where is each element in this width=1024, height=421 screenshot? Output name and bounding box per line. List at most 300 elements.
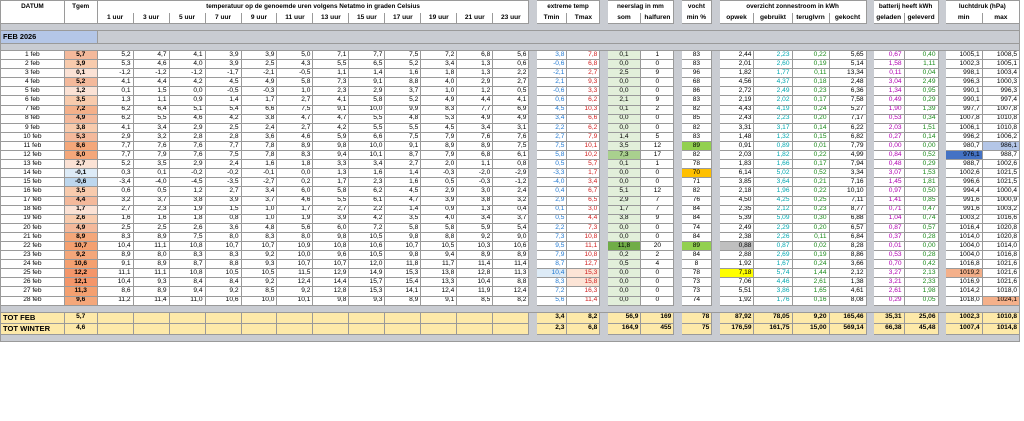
hour-temp-cell[interactable]: 8,9 — [385, 296, 421, 305]
solar-opwek-cell[interactable]: 2,35 — [719, 205, 754, 214]
humidity-cell[interactable]: 84 — [681, 251, 712, 260]
total-rain-sum[interactable]: 164,9 — [607, 323, 641, 334]
hour-temp-cell[interactable]: 5,8 — [313, 187, 349, 196]
battery-geleverd-cell[interactable]: 0,14 — [904, 132, 938, 141]
tgem-cell[interactable]: 12,1 — [64, 278, 97, 287]
pressure-min-cell[interactable]: 1002,3 — [945, 60, 982, 69]
humidity-cell[interactable]: 83 — [681, 51, 712, 60]
rain-halfhours-cell[interactable]: 20 — [641, 241, 674, 250]
total-humidity[interactable]: 78 — [681, 312, 712, 323]
hour-temp-cell[interactable]: 14,4 — [313, 278, 349, 287]
hour-temp-cell[interactable]: 2,7 — [493, 78, 529, 87]
hour-temp-cell[interactable]: 0,3 — [97, 169, 133, 178]
total-pressure-min[interactable]: 1007,4 — [945, 323, 982, 334]
hour-temp-cell[interactable]: 5,3 — [421, 114, 457, 123]
rain-sum-cell[interactable]: 0,0 — [607, 114, 641, 123]
tmin-cell[interactable]: 7,5 — [536, 141, 567, 150]
solar-gekocht-cell[interactable]: 2,48 — [829, 78, 866, 87]
hour-temp-cell[interactable]: 2,2 — [493, 69, 529, 78]
header-solar-gebruikt[interactable]: gebruikt — [754, 13, 792, 24]
hour-temp-cell[interactable]: 8,7 — [169, 260, 205, 269]
solar-gebruikt-cell[interactable]: 2,49 — [754, 87, 792, 96]
solar-gebruikt-cell[interactable]: 1,67 — [754, 260, 792, 269]
hour-temp-cell[interactable]: 8,8 — [493, 278, 529, 287]
hour-temp-cell[interactable]: 6,6 — [349, 132, 385, 141]
tmin-cell[interactable]: 7,2 — [536, 287, 567, 296]
tmax-cell[interactable]: 11,4 — [567, 296, 600, 305]
rain-halfhours-cell[interactable]: 0 — [641, 278, 674, 287]
hour-temp-cell[interactable]: 3,9 — [313, 214, 349, 223]
pressure-max-cell[interactable]: 1010,8 — [982, 114, 1019, 123]
solar-teruglevering-cell[interactable]: 1,65 — [792, 287, 829, 296]
solar-opwek-cell[interactable]: 2,19 — [719, 96, 754, 105]
hour-temp-cell[interactable]: 11,8 — [385, 260, 421, 269]
tmin-cell[interactable]: 7,9 — [536, 251, 567, 260]
hour-temp-cell[interactable]: 2,3 — [313, 87, 349, 96]
hour-temp-cell[interactable]: 5,5 — [313, 60, 349, 69]
hour-temp-cell[interactable]: 1,5 — [205, 205, 241, 214]
hour-temp-cell[interactable]: 4,6 — [277, 196, 313, 205]
hour-temp-cell[interactable]: 1,7 — [277, 205, 313, 214]
hour-temp-cell[interactable]: 4,1 — [313, 96, 349, 105]
hour-temp-cell[interactable]: 8,4 — [205, 278, 241, 287]
solar-opwek-cell[interactable]: 3,85 — [719, 178, 754, 187]
hour-temp-cell[interactable]: 3,8 — [241, 114, 277, 123]
hour-temp-cell[interactable]: -1,2 — [133, 69, 169, 78]
hour-temp-cell[interactable]: 5,9 — [457, 223, 493, 232]
rain-sum-cell[interactable]: 0,0 — [607, 296, 641, 305]
hour-temp-cell[interactable]: 1,4 — [385, 205, 421, 214]
hour-temp-cell[interactable]: 5,8 — [385, 223, 421, 232]
rain-sum-cell[interactable]: 5,1 — [607, 187, 641, 196]
hour-temp-cell[interactable]: 5,4 — [205, 105, 241, 114]
rain-sum-cell[interactable]: 2,1 — [607, 96, 641, 105]
hour-temp-cell[interactable]: 8,8 — [421, 232, 457, 241]
solar-teruglevering-cell[interactable]: 0,21 — [792, 178, 829, 187]
header-hour[interactable]: 5 uur — [169, 13, 205, 24]
hour-temp-cell[interactable]: 7,9 — [421, 132, 457, 141]
tgem-cell[interactable]: 4,9 — [64, 223, 97, 232]
hour-temp-cell[interactable]: 1,3 — [97, 96, 133, 105]
solar-teruglevering-cell[interactable]: 0,17 — [792, 96, 829, 105]
hour-temp-cell[interactable]: 1,6 — [241, 160, 277, 169]
pressure-min-cell[interactable]: 988,7 — [945, 160, 982, 169]
hour-temp-cell[interactable]: 10,4 — [97, 241, 133, 250]
hour-temp-cell[interactable]: 1,1 — [313, 69, 349, 78]
pressure-max-cell[interactable]: 1014,0 — [982, 241, 1019, 250]
hour-temp-cell[interactable]: 2,7 — [385, 160, 421, 169]
hour-temp-cell[interactable]: 11,4 — [457, 260, 493, 269]
date-cell[interactable]: 26 feb — [1, 278, 65, 287]
tmax-cell[interactable]: 6,2 — [567, 123, 600, 132]
hour-temp-cell[interactable]: 5,8 — [421, 223, 457, 232]
hour-temp-cell[interactable]: 10,6 — [349, 241, 385, 250]
pressure-max-cell[interactable]: 1021,6 — [982, 269, 1019, 278]
hour-temp-cell[interactable]: 4,9 — [421, 96, 457, 105]
solar-teruglevering-cell[interactable]: 0,20 — [792, 223, 829, 232]
hour-temp-cell[interactable]: 9,1 — [349, 78, 385, 87]
solar-gekocht-cell[interactable]: 5,27 — [829, 105, 866, 114]
rain-sum-cell[interactable]: 0,0 — [607, 169, 641, 178]
solar-gekocht-cell[interactable]: 3,66 — [829, 260, 866, 269]
pressure-max-cell[interactable]: 1003,4 — [982, 69, 1019, 78]
hour-temp-cell[interactable]: 7,1 — [313, 51, 349, 60]
rain-sum-cell[interactable]: 3,8 — [607, 214, 641, 223]
hour-temp-cell[interactable]: 1,6 — [97, 214, 133, 223]
date-cell[interactable]: 5 feb — [1, 87, 65, 96]
hour-temp-cell[interactable]: 8,9 — [133, 287, 169, 296]
hour-temp-cell[interactable]: 2,7 — [277, 96, 313, 105]
solar-teruglevering-cell[interactable]: 0,15 — [792, 132, 829, 141]
hour-temp-cell[interactable]: -0,2 — [169, 169, 205, 178]
hour-temp-cell[interactable]: 4,4 — [133, 78, 169, 87]
hour-temp-cell[interactable]: 3,9 — [205, 51, 241, 60]
total-tmax[interactable]: 6,8 — [567, 323, 600, 334]
hour-temp-cell[interactable]: 7,5 — [205, 151, 241, 160]
solar-teruglevering-cell[interactable]: 0,22 — [792, 151, 829, 160]
solar-gekocht-cell[interactable]: 6,36 — [829, 87, 866, 96]
tmin-cell[interactable]: 2,1 — [536, 78, 567, 87]
hour-temp-cell[interactable]: 10,5 — [205, 269, 241, 278]
tgem-cell[interactable]: 8,0 — [64, 151, 97, 160]
battery-geleverd-cell[interactable]: 0,74 — [904, 214, 938, 223]
hour-temp-cell[interactable]: -0,5 — [205, 87, 241, 96]
solar-gekocht-cell[interactable]: 8,77 — [829, 205, 866, 214]
total-geleverd[interactable]: 25,06 — [904, 312, 938, 323]
tmin-cell[interactable]: 10,4 — [536, 269, 567, 278]
rain-halfhours-cell[interactable]: 1 — [641, 51, 674, 60]
humidity-cell[interactable]: 68 — [681, 78, 712, 87]
hour-temp-cell[interactable]: 11,9 — [457, 287, 493, 296]
humidity-cell[interactable]: 73 — [681, 278, 712, 287]
battery-geleverd-cell[interactable]: 0,28 — [904, 251, 938, 260]
hour-temp-cell[interactable]: 8,7 — [385, 151, 421, 160]
solar-teruglevering-cell[interactable]: 0,23 — [792, 87, 829, 96]
solar-gebruikt-cell[interactable]: 4,46 — [754, 278, 792, 287]
total-tmax[interactable]: 8,2 — [567, 312, 600, 323]
hour-temp-cell[interactable]: 1,1 — [457, 160, 493, 169]
hour-temp-cell[interactable]: 10,4 — [457, 278, 493, 287]
hour-temp-cell[interactable]: 10,4 — [97, 278, 133, 287]
solar-opwek-cell[interactable]: 3,31 — [719, 123, 754, 132]
hour-temp-cell[interactable]: 9,2 — [241, 251, 277, 260]
rain-halfhours-cell[interactable]: 2 — [641, 251, 674, 260]
solar-opwek-cell[interactable]: 2,01 — [719, 60, 754, 69]
hour-temp-cell[interactable]: 4,5 — [421, 123, 457, 132]
hour-temp-cell[interactable]: 1,7 — [241, 96, 277, 105]
hour-temp-cell[interactable]: -1,2 — [493, 178, 529, 187]
hour-temp-cell[interactable]: 0,0 — [277, 169, 313, 178]
solar-opwek-cell[interactable]: 5,39 — [719, 214, 754, 223]
hour-temp-cell[interactable]: 5,1 — [169, 105, 205, 114]
solar-opwek-cell[interactable]: 2,49 — [719, 223, 754, 232]
battery-geladen-cell[interactable]: 0,48 — [873, 160, 904, 169]
hour-temp-cell[interactable]: 1,0 — [421, 87, 457, 96]
hour-temp-cell[interactable]: 10,5 — [421, 241, 457, 250]
rain-sum-cell[interactable]: 2,9 — [607, 196, 641, 205]
pressure-max-cell[interactable]: 1016,6 — [982, 214, 1019, 223]
tmax-cell[interactable]: 7,8 — [567, 51, 600, 60]
tmax-cell[interactable]: 5,7 — [567, 160, 600, 169]
hour-temp-cell[interactable]: 3,7 — [241, 196, 277, 205]
hour-temp-cell[interactable]: 10,6 — [205, 296, 241, 305]
hour-temp-cell[interactable]: 3,6 — [205, 223, 241, 232]
hour-temp-cell[interactable]: 9,4 — [421, 251, 457, 260]
tmax-cell[interactable]: 10,3 — [567, 105, 600, 114]
header-hour[interactable]: 3 uur — [133, 13, 169, 24]
solar-opwek-cell[interactable]: 2,38 — [719, 232, 754, 241]
hour-temp-cell[interactable]: 1,5 — [133, 87, 169, 96]
humidity-cell[interactable]: 73 — [681, 287, 712, 296]
battery-geleverd-cell[interactable]: 2,13 — [904, 269, 938, 278]
hour-temp-cell[interactable]: 4,7 — [277, 114, 313, 123]
hour-temp-cell[interactable]: 10,7 — [385, 241, 421, 250]
hour-temp-cell[interactable]: 2,7 — [277, 123, 313, 132]
hour-temp-cell[interactable]: 5,6 — [493, 51, 529, 60]
hour-temp-cell[interactable]: 4,8 — [385, 114, 421, 123]
hour-temp-cell[interactable]: 9,3 — [349, 296, 385, 305]
battery-geleverd-cell[interactable]: 0,04 — [904, 69, 938, 78]
solar-teruglevering-cell[interactable]: 0,11 — [792, 232, 829, 241]
tgem-cell[interactable]: 11,3 — [64, 287, 97, 296]
solar-teruglevering-cell[interactable]: 0,24 — [792, 260, 829, 269]
hour-temp-cell[interactable]: 6,6 — [241, 105, 277, 114]
hour-temp-cell[interactable]: 11,5 — [277, 269, 313, 278]
hour-temp-cell[interactable]: 8,3 — [421, 105, 457, 114]
hour-temp-cell[interactable]: 5,2 — [97, 51, 133, 60]
tmin-cell[interactable]: 3,8 — [536, 51, 567, 60]
hour-temp-cell[interactable]: 10,5 — [349, 232, 385, 241]
hour-temp-cell[interactable]: 12,8 — [313, 287, 349, 296]
hour-temp-cell[interactable]: 8,5 — [457, 296, 493, 305]
header-tmax[interactable]: Tmax — [567, 13, 600, 24]
hour-temp-cell[interactable]: 5,5 — [349, 123, 385, 132]
battery-geleverd-cell[interactable]: 0,50 — [904, 187, 938, 196]
hour-temp-cell[interactable]: 2,9 — [457, 78, 493, 87]
tmax-cell[interactable]: 16,3 — [567, 287, 600, 296]
hour-temp-cell[interactable]: 12,4 — [493, 287, 529, 296]
rain-sum-cell[interactable]: 0,0 — [607, 278, 641, 287]
hour-temp-cell[interactable]: -0,3 — [241, 87, 277, 96]
hour-temp-cell[interactable]: 4,1 — [97, 123, 133, 132]
pressure-max-cell[interactable]: 1024,1 — [982, 296, 1019, 305]
hour-temp-cell[interactable]: 1,6 — [385, 69, 421, 78]
solar-opwek-cell[interactable]: 2,18 — [719, 187, 754, 196]
total-tgem[interactable]: 4,6 — [64, 323, 97, 334]
hour-temp-cell[interactable]: 4,1 — [97, 78, 133, 87]
header-hour[interactable]: 15 uur — [349, 13, 385, 24]
pressure-max-cell[interactable]: 1000,3 — [982, 78, 1019, 87]
hour-temp-cell[interactable]: 4,9 — [241, 78, 277, 87]
rain-halfhours-cell[interactable]: 9 — [641, 69, 674, 78]
hour-temp-cell[interactable]: 3,5 — [133, 160, 169, 169]
humidity-cell[interactable]: 74 — [681, 296, 712, 305]
hour-temp-cell[interactable]: 8,0 — [133, 251, 169, 260]
rain-halfhours-cell[interactable]: 9 — [641, 96, 674, 105]
hour-temp-cell[interactable]: 1,4 — [385, 169, 421, 178]
battery-geleverd-cell[interactable]: 1,39 — [904, 105, 938, 114]
tmax-cell[interactable]: 6,2 — [567, 96, 600, 105]
hour-temp-cell[interactable]: 9,1 — [385, 141, 421, 150]
rain-sum-cell[interactable]: 0,0 — [607, 232, 641, 241]
hour-temp-cell[interactable]: 10,3 — [457, 241, 493, 250]
hour-temp-cell[interactable]: 2,9 — [169, 123, 205, 132]
humidity-cell[interactable]: 76 — [681, 196, 712, 205]
hour-temp-cell[interactable]: 3,3 — [313, 160, 349, 169]
header-hour[interactable]: 7 uur — [205, 13, 241, 24]
solar-opwek-cell[interactable]: 7,18 — [719, 269, 754, 278]
solar-opwek-cell[interactable]: 2,44 — [719, 51, 754, 60]
tmin-cell[interactable]: -2,1 — [536, 69, 567, 78]
header-rain-group[interactable]: neerslag in mm — [607, 1, 674, 14]
hour-temp-cell[interactable]: 2,8 — [169, 132, 205, 141]
hour-temp-cell[interactable]: 5,2 — [97, 160, 133, 169]
hour-temp-cell[interactable]: 7,6 — [493, 132, 529, 141]
hour-temp-cell[interactable]: 8,9 — [97, 251, 133, 260]
hour-temp-cell[interactable]: 11,7 — [421, 260, 457, 269]
tmin-cell[interactable]: -0,6 — [536, 60, 567, 69]
humidity-cell[interactable]: 83 — [681, 60, 712, 69]
tgem-cell[interactable]: -0,1 — [64, 169, 97, 178]
battery-geladen-cell[interactable]: 3,27 — [873, 269, 904, 278]
header-hour[interactable]: 11 uur — [277, 13, 313, 24]
solar-teruglevering-cell[interactable]: 2,61 — [792, 278, 829, 287]
hour-temp-cell[interactable]: 4,7 — [313, 114, 349, 123]
header-hour[interactable]: 23 uur — [493, 13, 529, 24]
hour-temp-cell[interactable]: 2,8 — [205, 132, 241, 141]
tmin-cell[interactable]: 7,3 — [536, 232, 567, 241]
hour-temp-cell[interactable]: 7,5 — [385, 51, 421, 60]
hour-temp-cell[interactable]: 8,8 — [205, 260, 241, 269]
solar-teruglevering-cell[interactable]: 0,22 — [792, 51, 829, 60]
tgem-cell[interactable]: 12,2 — [64, 269, 97, 278]
hour-temp-cell[interactable]: 9,2 — [277, 287, 313, 296]
date-cell[interactable]: 28 feb — [1, 296, 65, 305]
hour-temp-cell[interactable]: 1,2 — [457, 87, 493, 96]
hour-temp-cell[interactable]: 9,8 — [385, 251, 421, 260]
hour-temp-cell[interactable]: 4,7 — [133, 51, 169, 60]
hour-temp-cell[interactable]: 1,3 — [457, 69, 493, 78]
pressure-min-cell[interactable]: 976,1 — [945, 151, 982, 160]
hour-temp-cell[interactable]: 2,7 — [313, 205, 349, 214]
solar-gebruikt-cell[interactable]: 2,26 — [754, 232, 792, 241]
date-cell[interactable]: 15 feb — [1, 178, 65, 187]
header-hour[interactable]: 21 uur — [457, 13, 493, 24]
solar-gekocht-cell[interactable]: 7,11 — [829, 196, 866, 205]
hour-temp-cell[interactable]: 10,0 — [349, 105, 385, 114]
pressure-min-cell[interactable]: 994,4 — [945, 187, 982, 196]
solar-gekocht-cell[interactable]: 3,34 — [829, 169, 866, 178]
hour-temp-cell[interactable]: 4,1 — [493, 96, 529, 105]
tmax-cell[interactable]: 11,1 — [567, 241, 600, 250]
hour-temp-cell[interactable]: 9,1 — [421, 296, 457, 305]
battery-geleverd-cell[interactable]: 1,11 — [904, 60, 938, 69]
hour-temp-cell[interactable]: 5,2 — [385, 96, 421, 105]
rain-sum-cell[interactable]: 2,5 — [607, 69, 641, 78]
hour-temp-cell[interactable]: 0,4 — [493, 205, 529, 214]
solar-gekocht-cell[interactable]: 7,94 — [829, 160, 866, 169]
rain-sum-cell[interactable]: 0,0 — [607, 223, 641, 232]
humidity-cell[interactable]: 89 — [681, 241, 712, 250]
tgem-cell[interactable]: 7,2 — [64, 105, 97, 114]
hour-temp-cell[interactable]: 3,7 — [385, 87, 421, 96]
rain-sum-cell[interactable]: 0,0 — [607, 123, 641, 132]
date-cell[interactable]: 4 feb — [1, 78, 65, 87]
header-rain-halfhours[interactable]: halfuren — [641, 13, 674, 24]
tmax-cell[interactable]: 6,6 — [567, 114, 600, 123]
rain-halfhours-cell[interactable]: 12 — [641, 187, 674, 196]
hour-temp-cell[interactable]: -1,7 — [205, 69, 241, 78]
hour-temp-cell[interactable]: -2,1 — [241, 69, 277, 78]
hour-temp-cell[interactable]: 15,4 — [385, 278, 421, 287]
solar-teruglevering-cell[interactable]: 0,19 — [792, 251, 829, 260]
solar-gebruikt-cell[interactable]: 1,82 — [754, 151, 792, 160]
battery-geladen-cell[interactable]: 1,34 — [873, 87, 904, 96]
hour-temp-cell[interactable]: 5,5 — [133, 114, 169, 123]
pressure-max-cell[interactable]: 1020,8 — [982, 223, 1019, 232]
hour-temp-cell[interactable]: -2,9 — [493, 169, 529, 178]
solar-opwek-cell[interactable]: 4,56 — [719, 78, 754, 87]
tmin-cell[interactable]: -3,3 — [536, 169, 567, 178]
battery-geladen-cell[interactable]: 0,27 — [873, 132, 904, 141]
solar-teruglevering-cell[interactable]: 0,19 — [792, 60, 829, 69]
tgem-cell[interactable]: 3,9 — [64, 60, 97, 69]
hour-temp-cell[interactable]: 7,2 — [349, 223, 385, 232]
date-cell[interactable]: 20 feb — [1, 223, 65, 232]
hour-temp-cell[interactable]: 6,2 — [349, 187, 385, 196]
tmin-cell[interactable]: 0,5 — [536, 160, 567, 169]
rain-halfhours-cell[interactable]: 0 — [641, 87, 674, 96]
pressure-min-cell[interactable]: 1004,0 — [945, 241, 982, 250]
rain-sum-cell[interactable]: 0,0 — [607, 269, 641, 278]
hour-temp-cell[interactable]: 1,9 — [169, 205, 205, 214]
date-cell[interactable]: 6 feb — [1, 96, 65, 105]
solar-opwek-cell[interactable]: 1,92 — [719, 260, 754, 269]
hour-temp-cell[interactable]: 6,2 — [97, 114, 133, 123]
hour-temp-cell[interactable]: 1,6 — [133, 214, 169, 223]
hour-temp-cell[interactable]: 11,2 — [97, 296, 133, 305]
solar-teruglevering-cell[interactable]: 0,25 — [792, 196, 829, 205]
pressure-min-cell[interactable]: 997,7 — [945, 105, 982, 114]
solar-gebruikt-cell[interactable]: 1,66 — [754, 160, 792, 169]
hour-temp-cell[interactable]: 0,6 — [97, 187, 133, 196]
solar-gekocht-cell[interactable]: 6,22 — [829, 123, 866, 132]
tgem-cell[interactable]: 2,7 — [64, 160, 97, 169]
hour-temp-cell[interactable]: -1,2 — [97, 69, 133, 78]
hour-temp-cell[interactable]: 8,5 — [241, 287, 277, 296]
hour-temp-cell[interactable]: 7,5 — [385, 132, 421, 141]
pressure-min-cell[interactable]: 990,1 — [945, 96, 982, 105]
hour-temp-cell[interactable]: 11,4 — [493, 260, 529, 269]
battery-geladen-cell[interactable]: 0,70 — [873, 260, 904, 269]
hour-temp-cell[interactable]: 3,0 — [457, 187, 493, 196]
hour-temp-cell[interactable]: 8,9 — [457, 141, 493, 150]
hour-temp-cell[interactable]: -0,1 — [241, 169, 277, 178]
rain-sum-cell[interactable]: 7,3 — [607, 151, 641, 160]
hour-temp-cell[interactable]: 9,8 — [313, 232, 349, 241]
rain-sum-cell[interactable]: 0,0 — [607, 60, 641, 69]
hour-temp-cell[interactable]: 2,2 — [349, 205, 385, 214]
hour-temp-cell[interactable]: 10,8 — [169, 269, 205, 278]
solar-opwek-cell[interactable]: 1,92 — [719, 296, 754, 305]
tmin-cell[interactable]: -4,0 — [536, 178, 567, 187]
hour-temp-cell[interactable]: 14,9 — [349, 269, 385, 278]
tgem-cell[interactable]: 4,9 — [64, 114, 97, 123]
tmax-cell[interactable]: 12,7 — [567, 260, 600, 269]
header-solar-group[interactable]: overzicht zonnestroom in kWh — [719, 1, 866, 14]
pressure-max-cell[interactable]: 988,7 — [982, 151, 1019, 160]
header-hour[interactable]: 9 uur — [241, 13, 277, 24]
